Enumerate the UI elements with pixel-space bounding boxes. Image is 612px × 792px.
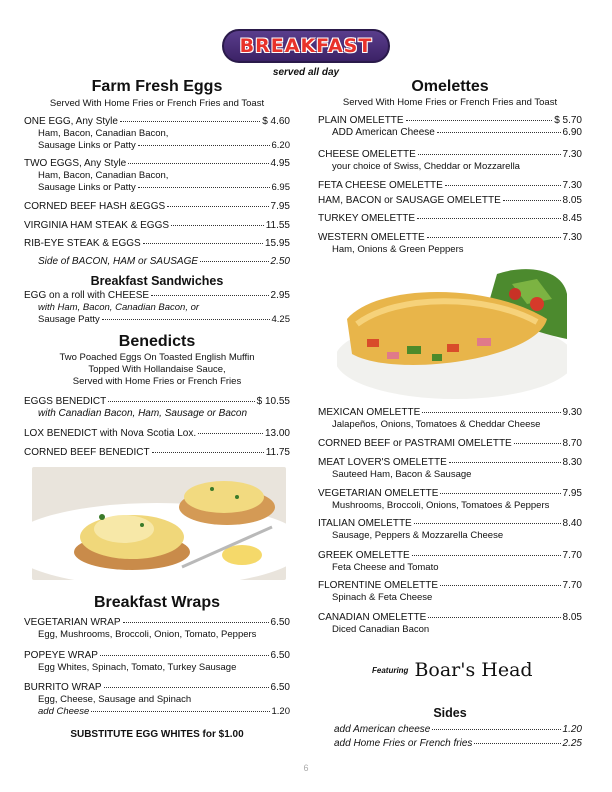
omelettes-title: Omelettes: [411, 78, 489, 95]
featuring-boars-head: Featuring Boar's Head: [372, 659, 533, 681]
menu-item: ITALIAN OMELETTE 8.40 Sausage, Peppers & Mozzarella Cheese: [318, 518, 582, 541]
omelettes-note: Served With Home Fries or French Fries and Toast: [342, 97, 558, 108]
menu-item: MEAT LOVER'S OMELETTE 8.30 Sauteed Ham, Bacon & Sausage: [318, 457, 582, 480]
menu-item: VEGETARIAN WRAP 6.50 Egg, Mushrooms, Broccoli, Onion, Tomato, Peppers: [24, 617, 290, 640]
breakfast-banner: [222, 29, 390, 63]
sides-title: Sides: [433, 706, 467, 720]
menu-item: LOX BENEDICT with Nova Scotia Lox. 13.00: [24, 428, 290, 439]
menu-item: CORNED BEEF BENEDICT 11.75: [24, 447, 290, 458]
eggs-title: Farm Fresh Eggs: [91, 78, 223, 95]
menu-item: CORNED BEEF or PASTRAMI OMELETTE 8.70: [318, 438, 582, 449]
eggs-benedict-photo: [32, 467, 286, 580]
substitute-note: SUBSTITUTE EGG WHITES for $1.00: [70, 729, 244, 740]
benedicts-note: Two Poached Eggs On Toasted English Muffin Topped With Hollandaise Sauce, Served with Home Fries or French Fries: [59, 352, 255, 387]
menu-item: EGG on a roll with CHEESE 2.95 with Ham, Bacon, Canadian Bacon, or Sausage Patty 4.25: [24, 290, 290, 325]
wraps-title: Breakfast Wraps: [94, 594, 220, 611]
menu-item: MEXICAN OMELETTE 9.30 Jalapeños, Onions, Tomatoes & Cheddar Cheese: [318, 407, 582, 430]
menu-item: BURRITO WRAP 6.50 Egg, Cheese, Sausage and Spinach add Cheese 1.20: [24, 682, 290, 717]
menu-item: EGGS BENEDICT $ 10.55 with Canadian Bacon, Ham, Sausage or Bacon: [24, 396, 290, 419]
menu-item: FLORENTINE OMELETTE 7.70 Spinach & Feta Cheese: [318, 580, 582, 603]
menu-item: GREEK OMELETTE 7.70 Feta Cheese and Tomato: [318, 550, 582, 573]
menu-item: POPEYE WRAP 6.50 Egg Whites, Spinach, Tomato, Turkey Sausage: [24, 650, 290, 673]
menu-item: Side of BACON, HAM or SAUSAGE 2.50: [38, 256, 290, 267]
boars-head-logo: Boar's Head: [414, 659, 533, 681]
sandwiches-title: Breakfast Sandwiches: [90, 274, 224, 288]
benedicts-title: Benedicts: [118, 333, 196, 350]
menu-item: VIRGINIA HAM STEAK & EGGS 11.55: [24, 220, 290, 231]
menu-item: TWO EGGS, Any Style 4.95 Ham, Bacon, Canadian Bacon, Sausage Links or Patty 6.95: [24, 158, 290, 193]
menu-item: FETA CHEESE OMELETTE 7.30: [318, 180, 582, 191]
menu-item: TURKEY OMELETTE 8.45: [318, 213, 582, 224]
served-all-day: served all day: [272, 67, 340, 78]
eggs-note: Served With Home Fries or French Fries and Toast: [49, 98, 265, 109]
page-title: BREAKFAST: [239, 35, 373, 57]
menu-item: CORNED BEEF HASH &EGGS 7.95: [24, 201, 290, 212]
menu-item: VEGETARIAN OMELETTE 7.95 Mushrooms, Broccoli, Onions, Tomatoes & Peppers: [318, 488, 582, 511]
menu-item: CHEESE OMELETTE 7.30 your choice of Swiss, Cheddar or Mozzarella: [318, 149, 582, 172]
menu-item: RIB-EYE STEAK & EGGS 15.95: [24, 238, 290, 249]
menu-item: ONE EGG, Any Style $ 4.60 Ham, Bacon, Canadian Bacon, Sausage Links or Patty 6.20: [24, 116, 290, 151]
menu-item: CANADIAN OMELETTE 8.05 Diced Canadian Bacon: [318, 612, 582, 635]
menu-item: add American cheese 1.20: [334, 724, 582, 735]
menu-item: add Home Fries or French fries 2.25: [334, 738, 582, 749]
menu-item: PLAIN OMELETTE $ 5.70 ADD American Cheese 6.90: [318, 115, 582, 138]
page-number: 6: [303, 763, 309, 773]
omelette-photo: [337, 264, 567, 399]
menu-item: HAM, BACON or SAUSAGE OMELETTE 8.05: [318, 195, 582, 206]
menu-item: WESTERN OMELETTE 7.30 Ham, Onions & Green Peppers: [318, 232, 582, 255]
